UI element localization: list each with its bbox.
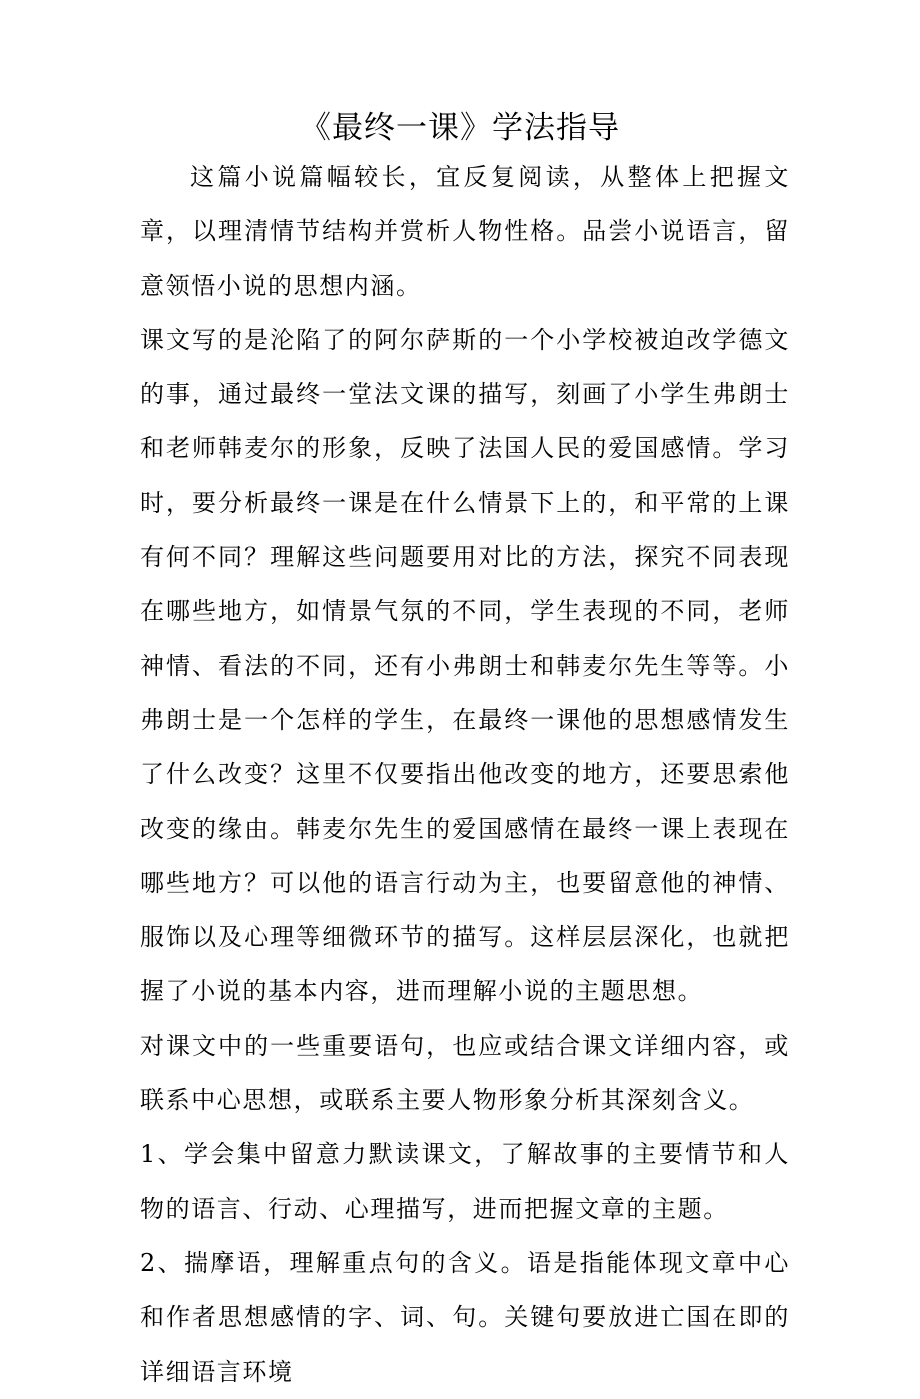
paragraph-point-1: 1、学会集中留意力默读课文，了解故事的主要情节和人物的语言、行动、心理描写，进而把握文章的主题。 (140, 1140, 790, 1223)
paragraph-key-sentences: 对课文中的一些重要语句，也应或结合课文详细内容，或联系中心思想，或联系主要人物形象分析其深刻含义。 (140, 1031, 790, 1115)
document-title: 《最终一课》学法指导 (300, 110, 620, 146)
document-body (140, 150, 790, 1399)
paragraph-analysis: 课文写的是沦陷了的阿尔萨斯的一个小学校被迫改学德文的事，通过最终一堂法文课的描写，刻画了小学生弗朗士和老师韩麦尔的形象，反映了法国人民的爱国感情。学习时，要分析最终一课是在什么情景下上的，和平常的上课有何不同？理解这些问题要用对比的方法，探究不同表现在哪些地方，如情景气氛的不同，学生表现的不同，老师神情、看法的不同，还有小弗朗士和韩麦尔先生等等。小弗朗士是一个怎样的学生，在最终一课他的思想感情发生了什么改变？这里不仅要指出他改变的地方，还要思索他改变的缘由。韩麦尔先生的爱国感情在最终一课上表现在哪些地方？可以他的语言行动为主，也要留意他的神情、服饰以及心理等细微环节的描写。这样层层深化，也就把握了小说的基本内容，进而理解小说的主题思想。 (140, 325, 790, 1006)
paragraph-point-2: 2、揣摩语，理解重点句的含义。语是指能体现文章中心和作者思想感情的字、词、句。关键句要放进亡国在即的详细语言环境 (140, 1248, 790, 1386)
paragraph-intro: 这篇小说篇幅较长，宜反复阅读，从整体上把握文章，以理清情节结构并赏析人物性格。品尝小说语言，留意领悟小说的思想内涵。 (140, 163, 790, 300)
